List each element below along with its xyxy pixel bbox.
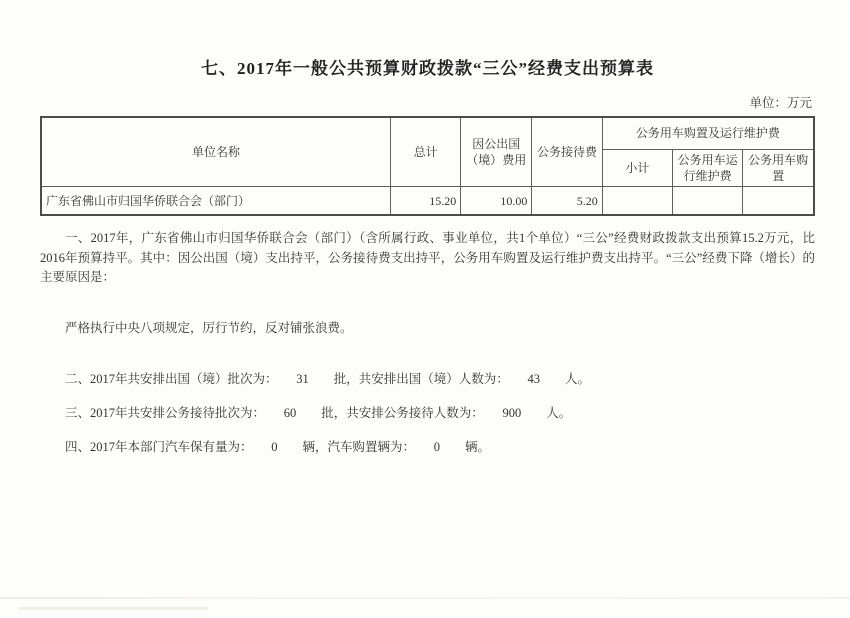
header-vehicle-maintenance: 公务用车运行维护费 [673, 149, 743, 186]
cell-abroad: 10.00 [461, 186, 532, 215]
scan-edge-artifact [0, 597, 850, 599]
cell-vehicle-maintenance [673, 186, 743, 215]
cell-vehicle-purchase [743, 186, 814, 215]
table-row [41, 186, 814, 215]
cell-vehicle-subtotal [602, 186, 672, 215]
table-header-row-1 [41, 117, 814, 149]
scan-smudge-artifact [18, 607, 208, 610]
header-vehicle-group: 公务用车购置及运行维护费 [602, 117, 814, 149]
header-reception-expense: 公务接待费 [532, 117, 602, 186]
three-public-budget-table [40, 116, 815, 216]
notes-section [40, 229, 815, 457]
header-vehicle-purchase: 公务用车购置 [743, 149, 814, 186]
header-vehicle-subtotal: 小计 [602, 149, 672, 186]
document-content [0, 54, 850, 457]
header-unit-name: 单位名称 [41, 117, 390, 186]
header-total: 总计 [390, 117, 460, 186]
header-abroad-expense: 因公出国（境）费用 [461, 117, 532, 186]
document-title: 七、2017年一般公共预算财政拨款“三公”经费支出预算表 [201, 59, 654, 78]
note-item-reception-stats: 三、2017年共安排公务接待批次为： 60 批，共安排公务接待人数为： 900 人。 [65, 406, 572, 421]
cell-total: 15.20 [390, 186, 460, 215]
cell-unit-name: 广东省佛山市归国华侨联合会（部门） [41, 186, 390, 215]
note-reason-paragraph: 严格执行中央八项规定，厉行节约，反对铺张浪费。 [65, 320, 353, 335]
note-item-abroad-stats: 二、2017年共安排出国（境）批次为： 31 批，共安排出国（境）人数为： 43 人。 [65, 371, 591, 386]
unit-of-measure-label: 单位：万元 [749, 96, 812, 110]
note-intro-paragraph: 一、2017年，广东省佛山市归国华侨联合会（部门）（含所属行政、事业单位，共1个单位）“三公”经费财政拨款支出预算15.2万元，比2016年预算持平。其中：因公出国（境）支出持平，公务接待费支出持平，公务用车购置及运行维护费支出持平。“三公”经费下降（增长）的主要原因是： [40, 231, 815, 285]
cell-reception: 5.20 [532, 186, 602, 215]
note-item-vehicle-stats: 四、2017年本部门汽车保有量为： 0 辆，汽车购置辆为： 0 辆。 [65, 439, 491, 454]
